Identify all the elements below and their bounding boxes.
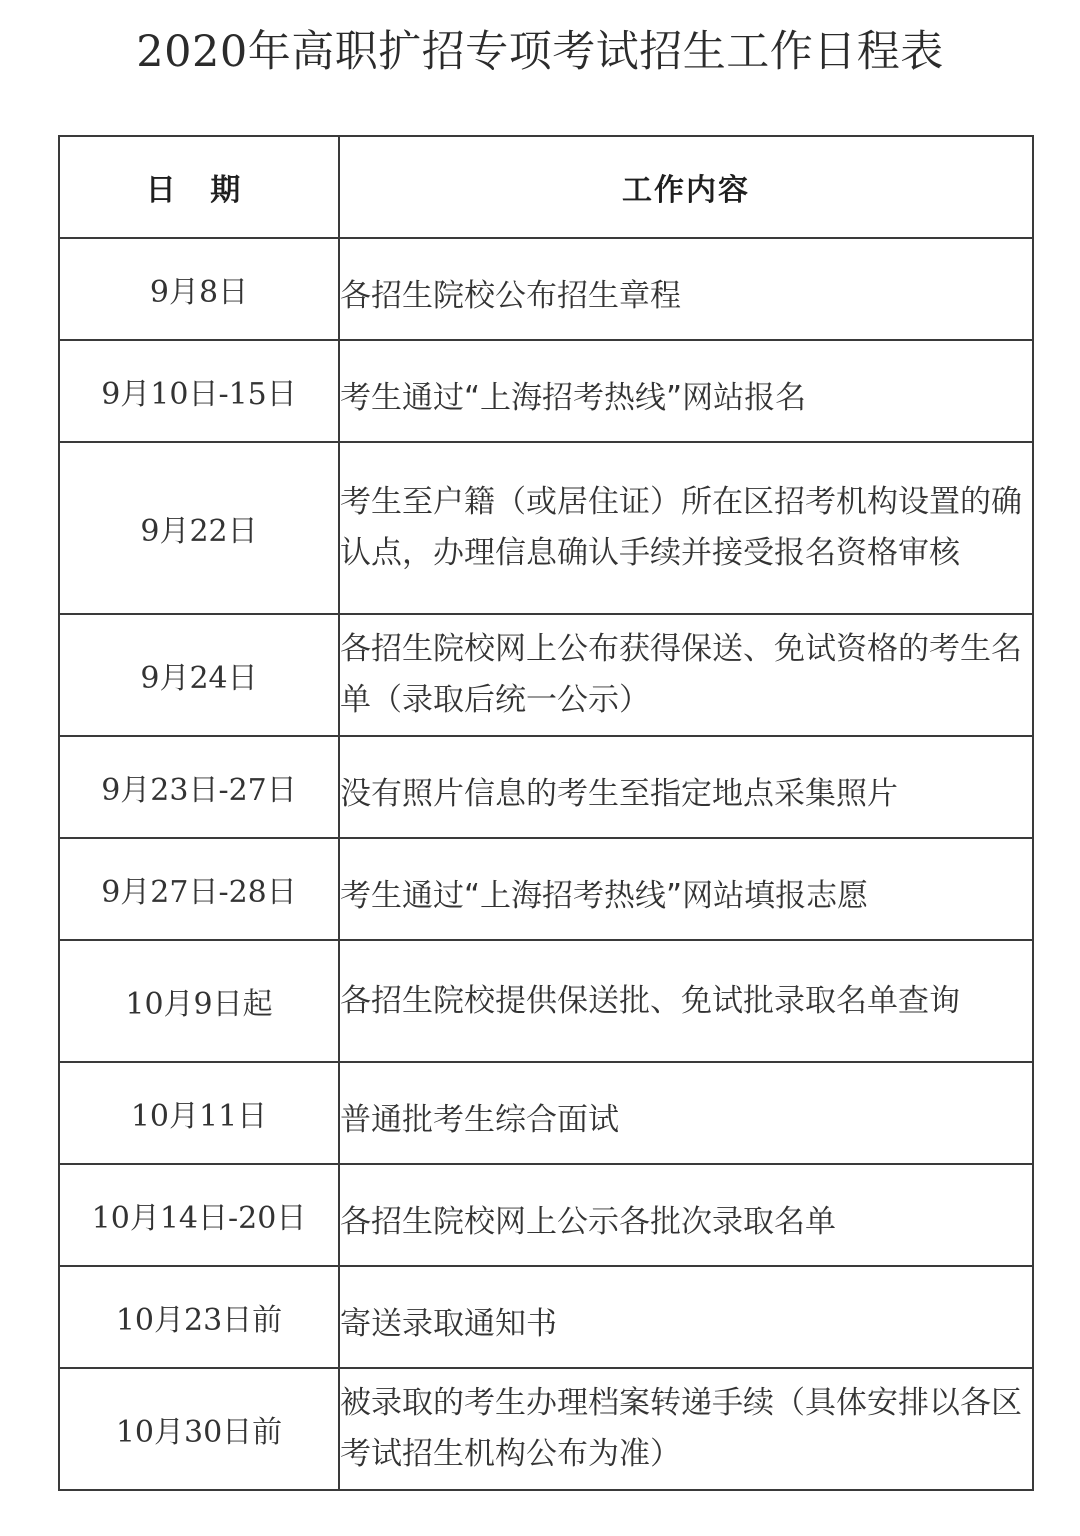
content-text: 普通批考生综合面试 [340,1101,619,1138]
date-cell: 10月30日前 [59,1368,339,1490]
content-cell [339,736,1033,838]
date-cell: 9月27日-28日 [59,838,339,940]
content-text: 各招生院校公布招生章程 [340,277,681,314]
content-cell [339,838,1033,940]
date-cell: 10月14日-20日 [59,1164,339,1266]
content-text: 考生通过“上海招考热线”网站报名 [340,379,807,416]
table-row [59,1062,1033,1164]
table-row [59,736,1033,838]
content-cell [339,238,1033,340]
content-cell [339,1368,1033,1490]
content-text: 没有照片信息的考生至指定地点采集照片 [340,775,898,812]
table-row [59,614,1033,736]
content-cell [339,614,1033,736]
header-date: 日 期 [59,136,339,238]
content-cell [339,1062,1033,1164]
table-header-row [59,136,1033,238]
content-cell [339,1266,1033,1368]
table-row [59,1164,1033,1266]
content-cell [339,442,1033,614]
table-row [59,340,1033,442]
date-cell: 9月22日 [59,442,339,614]
header-content: 工作内容 [339,136,1033,238]
page-title: 2020年高职扩招专项考试招生工作日程表 [136,27,944,77]
date-cell: 10月23日前 [59,1266,339,1368]
content-text: 各招生院校提供保送批、免试批录取名单查询 [340,982,960,1019]
content-text: 被录取的考生办理档案转递手续（具体安排以各区考试招生机构公布为准） [340,1385,1022,1472]
date-cell: 9月23日-27日 [59,736,339,838]
table-row [59,940,1033,1062]
content-text: 各招生院校网上公布获得保送、免试资格的考生名单（录取后统一公示） [340,631,1022,718]
content-cell [339,940,1033,1062]
content-cell [339,340,1033,442]
table-row [59,1266,1033,1368]
table-row [59,238,1033,340]
date-cell: 9月8日 [59,238,339,340]
table-row [59,838,1033,940]
content-text: 各招生院校网上公示各批次录取名单 [340,1203,836,1240]
date-cell: 9月24日 [59,614,339,736]
schedule-table [58,135,1034,1491]
table-row [59,442,1033,614]
date-cell: 10月9日起 [59,940,339,1062]
content-text: 考生通过“上海招考热线”网站填报志愿 [340,877,869,914]
table-row [59,1368,1033,1490]
content-text: 考生至户籍（或居住证）所在区招考机构设置的确认点，办理信息确认手续并接受报名资格审核 [340,484,1022,571]
date-cell: 9月10日-15日 [59,340,339,442]
content-text: 寄送录取通知书 [340,1305,557,1342]
date-cell: 10月11日 [59,1062,339,1164]
content-cell [339,1164,1033,1266]
